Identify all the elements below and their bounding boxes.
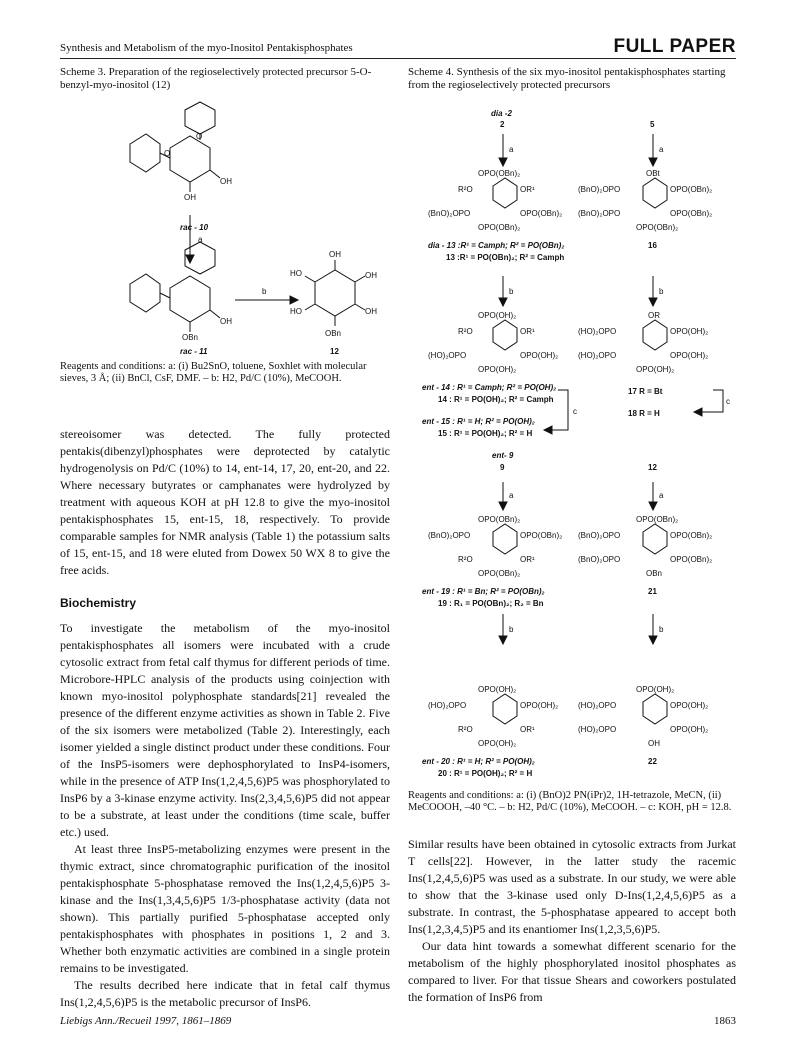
svg-text:OBt: OBt: [646, 169, 660, 178]
svg-text:OPO(OBn)₂: OPO(OBn)₂: [636, 223, 679, 232]
svg-text:(BnO)₂OPO: (BnO)₂OPO: [578, 209, 621, 218]
label-13: 13 :R¹ = PO(OBn)₂; R² = Camph: [446, 253, 565, 262]
cyclohexylidene-10b: [185, 102, 215, 134]
svg-text:OPO(OH)₂: OPO(OH)₂: [670, 351, 709, 360]
svg-text:HO: HO: [290, 307, 302, 316]
svg-text:OR¹: OR¹: [520, 327, 535, 336]
svg-text:OR¹: OR¹: [520, 725, 535, 734]
svg-text:OBn: OBn: [182, 333, 199, 342]
label-18: 18 R = H: [628, 409, 660, 418]
arrow-a-1r: a: [659, 145, 664, 154]
running-head: Synthesis and Metabolism of the myo-Inositol Pentakisphosphates: [60, 42, 353, 54]
svg-text:OPO(OBn)₂: OPO(OBn)₂: [478, 223, 521, 232]
label-ent20: ent - 20 : R¹ = H; R² = PO(OH)₂: [422, 757, 535, 766]
label-5: 5: [650, 120, 655, 129]
scheme3-ring-11: [170, 276, 210, 322]
svg-text:OPO(OBn)₂: OPO(OBn)₂: [636, 515, 679, 524]
scheme3-caption: Scheme 3. Preparation of the regioselectively protected precursor 5-O-benzyl-myo-inositol (12): [60, 66, 372, 91]
ring-21: [643, 524, 667, 554]
scheme3-drawing: [60, 100, 390, 360]
scheme4-caption: Scheme 4. Synthesis of the six myo-inositol pentakisphosphates starting from the regioselectively protected precursors: [408, 66, 726, 91]
svg-text:(HO)₂OPO: (HO)₂OPO: [428, 351, 467, 360]
svg-text:OH: OH: [365, 307, 377, 316]
svg-text:OPO(OH)₂: OPO(OH)₂: [520, 351, 559, 360]
svg-text:OPO(OH)₂: OPO(OH)₂: [478, 365, 517, 374]
label-ent19: ent - 19 : R¹ = Bn; R² = PO(OBn)₂: [422, 587, 545, 596]
svg-text:OPO(OBn)₂: OPO(OBn)₂: [670, 185, 713, 194]
svg-text:OH: OH: [365, 271, 377, 280]
paragraph-6: Our data hint towards a somewhat different scenario for the metabolism of the highly phosphorylated inositol phosphates as compared to liver. For that tissue Shears and coworkers postulated the formation of InsP6 from: [408, 939, 736, 1004]
label-19: 19 : R₁ = PO(OBn)₂; R₂ = Bn: [438, 599, 544, 608]
scheme3-label-11: rac - 11: [180, 347, 208, 356]
label-9: 9: [500, 463, 505, 472]
scheme3-conditions: Reagents and conditions: a: (i) Bu2SnO, toluene, Soxhlet with molecular sieves, 3 Å; (ii) BnCl, CsF, DMF. – b: H2, Pd/C (10%), MeCOOH.: [60, 361, 367, 384]
ring-ent19: [493, 524, 517, 554]
arrow-c-r: c: [726, 397, 730, 406]
svg-text:O: O: [196, 132, 203, 141]
svg-text:OPO(OBn)₂: OPO(OBn)₂: [670, 555, 713, 564]
cyclohexylidene-10a: [130, 134, 160, 172]
arrow-b-2l: b: [509, 625, 514, 634]
section-heading-biochemistry: Biochemistry: [60, 596, 137, 610]
scheme3-ring-12: [315, 270, 355, 316]
label-20: 20 : R¹ = PO(OH)₂; R² = H: [438, 769, 533, 778]
paragraph-4: The results decribed here indicate that in fetal calf thymus Ins(1,2,4,5,6)P5 is the metabolic precursor of InsP6.: [60, 978, 390, 1009]
header-rule: [60, 58, 736, 59]
svg-text:OPO(OH)₂: OPO(OH)₂: [670, 327, 709, 336]
svg-text:OPO(OH)₂: OPO(OH)₂: [636, 685, 675, 694]
arrow-b-2r: b: [659, 625, 664, 634]
ring-dia13: [493, 178, 517, 208]
scheme3-arrow-a: a: [198, 235, 203, 244]
paragraph-2: To investigate the metabolism of the myo-inositol pentakisphosphates all isomers were incubated with a crude cytosolic extract from fetal calf thymus for different periods of time. Microbore-HPLC analysis of the products using coinjection with known myo-inositol polyphosphate standards[21] revealed the presence of the different enzyme activities as shown in Table 2. Five of the six isomers were metabolized (Table 2). Interestingly, each isomer yielded a single distinct product under these conditions. Four of the InsP5-isomers were dephosphorylated to InsP4-isomers, while in the presence of ATP Ins(1,2,4,5,6)P5 was phosphorylated to InsP6 by a 3-kinase enzyme activity. Ins(2,3,4,5,6)P5 did not appear to be a substrate, at least under the conditions (time scale, buffer etc.) used.: [60, 621, 390, 839]
svg-text:OPO(OBn)₂: OPO(OBn)₂: [520, 209, 563, 218]
svg-text:OPO(OBn)₂: OPO(OBn)₂: [478, 169, 521, 178]
svg-text:R²O: R²O: [458, 725, 473, 734]
svg-text:OPO(OH)₂: OPO(OH)₂: [636, 365, 675, 374]
svg-text:OPO(OH)₂: OPO(OH)₂: [670, 701, 709, 710]
scheme3-label-12: 12: [330, 347, 339, 356]
svg-text:(HO)₂OPO: (HO)₂OPO: [578, 701, 617, 710]
label-22: 22: [648, 757, 657, 766]
label-15: 15 : R¹ = PO(OH)₂; R² = H: [438, 429, 533, 438]
svg-text:R²O: R²O: [458, 555, 473, 564]
arrow-b-1l: b: [509, 287, 514, 296]
svg-text:OPO(OH)₂: OPO(OH)₂: [520, 701, 559, 710]
label-17: 17 R = Bt: [628, 387, 663, 396]
svg-text:OPO(OH)₂: OPO(OH)₂: [478, 685, 517, 694]
svg-text:HO: HO: [290, 269, 302, 278]
svg-text:OH: OH: [648, 739, 660, 748]
svg-text:OH: OH: [329, 250, 341, 259]
svg-text:OPO(OBn)₂: OPO(OBn)₂: [478, 515, 521, 524]
svg-text:R²O: R²O: [458, 185, 473, 194]
label-ent14: ent - 14 : R¹ = Camph; R² = PO(OH)₂: [422, 383, 557, 392]
label-ent9: ent- 9: [492, 451, 514, 460]
arrow-c-l: c: [573, 407, 577, 416]
svg-text:OR¹: OR¹: [520, 555, 535, 564]
scheme4-drawing: [408, 104, 736, 788]
label-2: 2: [500, 120, 505, 129]
svg-text:OPO(OH)₂: OPO(OH)₂: [478, 311, 517, 320]
paragraph-3: At least three InsP5-metabolizing enzymes were present in the thymic extract, since chromatographic purification of the inositol pentakisphosphate 5-phosphatase removed the Ins(1,2,4,5,6)P5 3-kinase and the Ins(1,3,4,5,6)P5 1/3-phosphatase activity (data not shown). This partially purified 5-phosphatase accepted only pentakisphosphates with phosphates in positions 1, 2 and 3. Whether both enzymatic activities are combined in a single protein remains to be investigated.: [60, 842, 390, 975]
ring-17: [643, 320, 667, 350]
label-12-s4: 12: [648, 463, 657, 472]
arrow-b-1r: b: [659, 287, 664, 296]
label-dia2: dia -2: [491, 109, 512, 118]
ring-ent20: [493, 694, 517, 724]
svg-text:OPO(OBn)₂: OPO(OBn)₂: [520, 531, 563, 540]
ring-22: [643, 694, 667, 724]
label-21: 21: [648, 587, 657, 596]
scheme3-ring-10: [170, 136, 210, 182]
label-ent15: ent - 15 : R¹ = H; R² = PO(OH)₂: [422, 417, 535, 426]
svg-text:(HO)₂OPO: (HO)₂OPO: [578, 327, 617, 336]
arrow-a-2r: a: [659, 491, 664, 500]
svg-text:(BnO)₂OPO: (BnO)₂OPO: [428, 531, 471, 540]
svg-text:OPO(OH)₂: OPO(OH)₂: [478, 739, 517, 748]
svg-text:OPO(OH)₂: OPO(OH)₂: [670, 725, 709, 734]
svg-text:(HO)₂OPO: (HO)₂OPO: [428, 701, 467, 710]
svg-text:OPO(OBn)₂: OPO(OBn)₂: [670, 531, 713, 540]
scheme4-conditions: Reagents and conditions: a: (i) (BnO)2 PN(iPr)2, 1H-tetrazole, MeCN, (ii) MeCOOOH, –40 °C. – b: H2, Pd/C (10%), MeCOOH. – c: KOH, pH = 12.8.: [408, 790, 732, 813]
paper-type-label: FULL PAPER: [613, 36, 736, 57]
svg-text:R²O: R²O: [458, 327, 473, 336]
svg-text:OR: OR: [648, 311, 660, 320]
svg-text:(BnO)₂OPO: (BnO)₂OPO: [578, 555, 621, 564]
svg-text:(HO)₂OPO: (HO)₂OPO: [578, 351, 617, 360]
scheme3-arrow-b: b: [262, 287, 267, 296]
svg-text:OBn: OBn: [646, 569, 663, 578]
svg-text:(BnO)₂OPO: (BnO)₂OPO: [578, 185, 621, 194]
svg-text:(BnO)₂OPO: (BnO)₂OPO: [428, 209, 471, 218]
svg-text:OH: OH: [220, 317, 232, 326]
ring-ent14: [493, 320, 517, 350]
svg-text:O: O: [164, 149, 171, 158]
right-column-text: [408, 836, 736, 1006]
svg-text:OH: OH: [220, 177, 232, 186]
svg-text:OPO(OBn)₂: OPO(OBn)₂: [670, 209, 713, 218]
label-14: 14 : R¹ = PO(OH)₂; R² = Camph: [438, 395, 554, 404]
svg-text:OH: OH: [184, 193, 196, 202]
paragraph-1: stereoisomer was detected. The fully protected pentakis(dibenzyl)phosphates were deprotected by catalytic hydrogenolysis on Pd/C (10%) to 14, ent-14, 17, 20, ent-20, and 22. Where necessary butyrates or camphanates were hydrolyzed by treatment with aqueous KOH at pH 12.8 to give the myo-inositol pentakisphosphates 15, ent-15, 18, respectively. To provide comparable samples for NMR analysis (Table 1) the potassium salts of 15, ent-15, and 18 were eluted from Dowex 50 WX 8 to give the free acids.: [60, 427, 390, 577]
scheme3-label-10: rac - 10: [180, 223, 209, 232]
ring-16: [643, 178, 667, 208]
left-column-text: [60, 426, 390, 1011]
svg-text:OPO(OBn)₂: OPO(OBn)₂: [478, 569, 521, 578]
svg-text:OR¹: OR¹: [520, 185, 535, 194]
svg-text:(BnO)₂OPO: (BnO)₂OPO: [578, 531, 621, 540]
svg-text:(HO)₂OPO: (HO)₂OPO: [578, 725, 617, 734]
label-dia13: dia - 13 :R¹ = Camph; R² = PO(OBn)₂: [428, 241, 565, 250]
arrow-a-1l: a: [509, 145, 514, 154]
svg-text:OBn: OBn: [325, 329, 342, 338]
label-16: 16: [648, 241, 657, 250]
arrow-a-2l: a: [509, 491, 514, 500]
paragraph-5: Similar results have been obtained in cytosolic extracts from Jurkat T cells[22]. However, in the latter study the racemic Ins(1,2,4,5,6)P5 was used as a substrate. In our study, we were able to show that the 3-kinase used only D-Ins(1,2,4,5,6)P5 as a substrate. In contrast, the 5-phosphatase appeared to accept both Ins(1,2,3,4,5)P5 and its enantiomer Ins(1,2,3,5,6)P5.: [408, 837, 736, 936]
footer-journal: Liebigs Ann./Recueil 1997, 1861–1869: [60, 1015, 232, 1027]
footer-page-number: 1863: [714, 1015, 736, 1027]
